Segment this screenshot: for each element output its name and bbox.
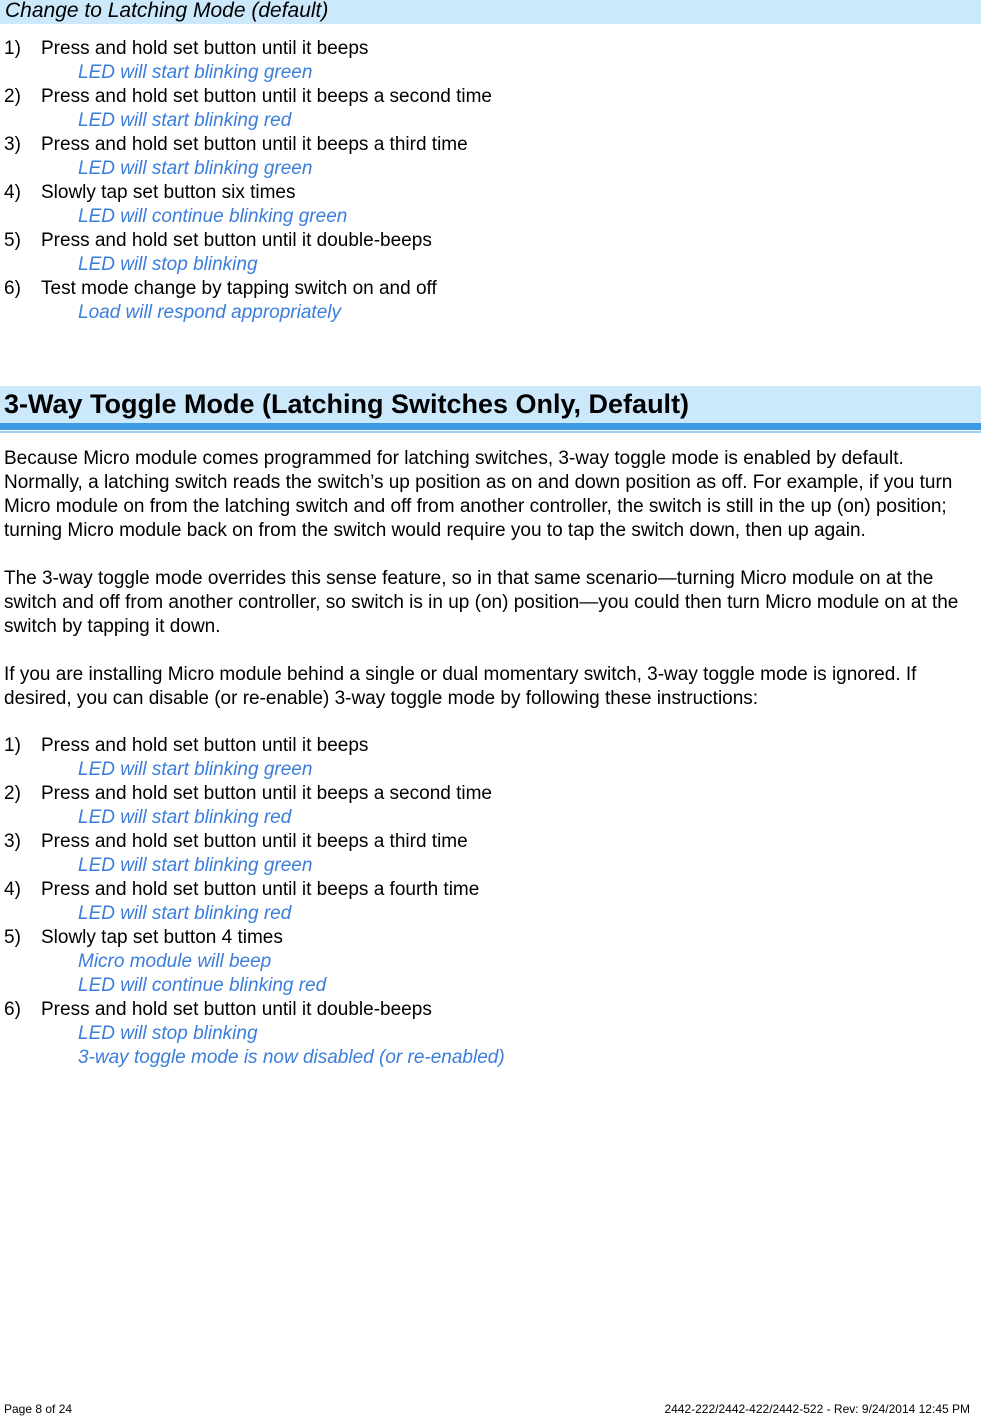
step-result-note-row <box>0 205 981 229</box>
step-result-note: LED will start blinking red <box>78 903 292 924</box>
step-result-note-row <box>0 974 981 998</box>
step-result-note-row <box>0 253 981 277</box>
toggle-mode-heading-rule <box>0 423 981 430</box>
step-item <box>0 998 981 1022</box>
step-result-note: LED will start blinking green <box>78 855 313 876</box>
step-item <box>0 37 981 61</box>
step-number: 1) <box>4 38 21 59</box>
step-result-note-row <box>0 1022 981 1046</box>
step-instruction: Press and hold set button until it beeps a fourth time <box>41 879 480 900</box>
step-result-note-row <box>0 61 981 85</box>
step-result-note: 3-way toggle mode is now disabled (or re-enabled) <box>78 1047 505 1068</box>
step-item <box>0 85 981 109</box>
step-result-note: LED will continue blinking red <box>78 975 327 996</box>
step-number: 4) <box>4 879 21 900</box>
step-item <box>0 734 981 758</box>
toggle-mode-heading-rule-thin <box>0 431 981 433</box>
step-result-note-row <box>0 301 981 325</box>
step-instruction: Press and hold set button until it beeps <box>41 38 369 59</box>
step-number: 3) <box>4 831 21 852</box>
step-result-note: LED will start blinking green <box>78 158 313 179</box>
step-instruction: Press and hold set button until it beeps a second time <box>41 783 492 804</box>
step-item <box>0 133 981 157</box>
step-result-note: LED will start blinking red <box>78 807 292 828</box>
toggle-mode-paragraph-1: Because Micro module comes programmed for latching switches, 3-way toggle mode is enabled by default. Normally, a latching switch reads the switch’s up position as on and down position as off. For example, if you turn Micro module on from the latching switch and off from another controller, the switch is still in the up (on) position; turning Micro module back on from the switch would require you to tap the switch down, then up again. <box>4 448 953 541</box>
step-number: 5) <box>4 230 21 251</box>
step-result-note: LED will stop blinking <box>78 1023 258 1044</box>
step-instruction: Press and hold set button until it beeps a third time <box>41 134 468 155</box>
step-instruction: Slowly tap set button 4 times <box>41 927 283 948</box>
step-instruction: Slowly tap set button six times <box>41 182 296 203</box>
step-result-note-row <box>0 806 981 830</box>
step-number: 2) <box>4 86 21 107</box>
page-number: Page 8 of 24 <box>4 1402 73 1416</box>
step-instruction: Press and hold set button until it beeps <box>41 735 369 756</box>
step-instruction: Press and hold set button until it double-beeps <box>41 999 432 1020</box>
step-number: 1) <box>4 735 21 756</box>
step-result-note: LED will start blinking red <box>78 110 292 131</box>
step-result-note: LED will start blinking green <box>78 62 313 83</box>
step-item <box>0 830 981 854</box>
step-instruction: Press and hold set button until it beeps a third time <box>41 831 468 852</box>
step-result-note-row <box>0 854 981 878</box>
toggle-mode-paragraph-3: If you are installing Micro module behind a single or dual momentary switch, 3-way toggle mode is ignored. If desired, you can disable (or re-enable) 3-way toggle mode by following these instructions: <box>4 664 917 709</box>
step-result-note-row <box>0 902 981 926</box>
latching-mode-steps <box>0 37 981 325</box>
step-result-note: Load will respond appropriately <box>78 302 341 323</box>
step-number: 2) <box>4 783 21 804</box>
step-item <box>0 878 981 902</box>
toggle-mode-paragraph-2: The 3-way toggle mode overrides this sense feature, so in that same scenario—turning Micro module on at the switch and off from another controller, so switch is in up (on) position—you could then turn Micro module on at the switch by tapping it down. <box>4 568 959 637</box>
step-result-note: LED will start blinking green <box>78 759 313 780</box>
step-number: 6) <box>4 999 21 1020</box>
step-item <box>0 277 981 301</box>
step-number: 4) <box>4 182 21 203</box>
step-instruction: Press and hold set button until it double-beeps <box>41 230 432 251</box>
step-number: 6) <box>4 278 21 299</box>
step-result-note-row <box>0 157 981 181</box>
step-result-note: Micro module will beep <box>78 951 272 972</box>
document-revision: 2442-222/2442-422/2442-522 - Rev: 9/24/2014 12:45 PM <box>664 1402 970 1416</box>
step-instruction: Test mode change by tapping switch on and off <box>41 278 437 299</box>
step-result-note-row <box>0 950 981 974</box>
toggle-mode-heading: 3-Way Toggle Mode (Latching Switches Only, Default) <box>4 389 690 419</box>
step-item <box>0 181 981 205</box>
step-item <box>0 926 981 950</box>
toggle-mode-steps <box>0 734 981 1070</box>
step-item <box>0 782 981 806</box>
step-instruction: Press and hold set button until it beeps a second time <box>41 86 492 107</box>
step-number: 3) <box>4 134 21 155</box>
latching-mode-heading: Change to Latching Mode (default) <box>5 0 329 22</box>
step-result-note-row <box>0 1046 981 1070</box>
step-item <box>0 229 981 253</box>
step-result-note-row <box>0 109 981 133</box>
step-result-note: LED will stop blinking <box>78 254 258 275</box>
step-result-note: LED will continue blinking green <box>78 206 348 227</box>
step-result-note-row <box>0 758 981 782</box>
step-number: 5) <box>4 927 21 948</box>
